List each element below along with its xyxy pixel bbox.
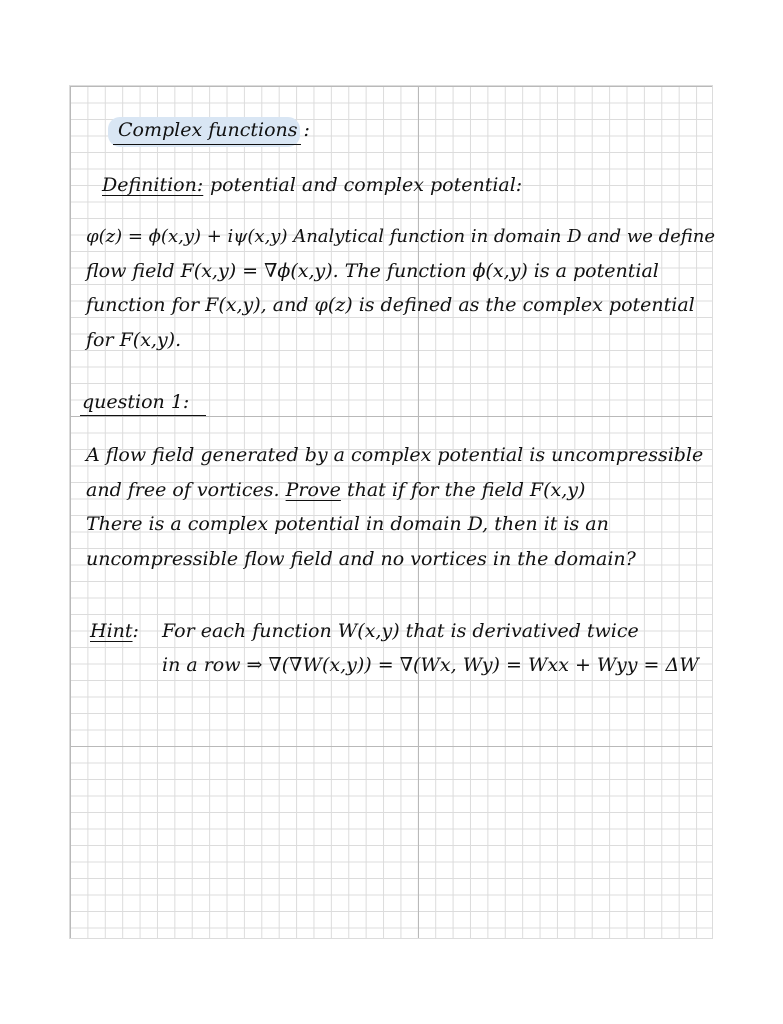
question-label: question 1: — [82, 391, 190, 413]
definition-line-4: for F(x,y). — [86, 329, 182, 351]
title-underline — [113, 144, 301, 145]
hint-colon: : — [132, 620, 139, 642]
graph-paper-sheet — [70, 86, 712, 938]
question-line-4: uncompressible flow field and no vortices in the domain? — [86, 548, 636, 570]
prove-word: Prove — [285, 479, 341, 501]
question-underline — [80, 415, 206, 416]
question-line-1: A flow field generated by a complex potential is uncompressible — [86, 444, 704, 466]
definition-label — [102, 176, 203, 195]
question-line-2 — [86, 481, 585, 500]
hint-label — [90, 622, 139, 641]
hint-line-2: in a row ⇒ ∇(∇W(x,y)) = ∇(Wx, Wy) = Wxx + Wyy = ΔW — [162, 654, 699, 676]
question-line-2-pre: and free of vortices. — [86, 479, 280, 501]
hint-line-1: For each function W(x,y) that is derivatived twice — [162, 620, 639, 642]
question-line-3: There is a complex potential in domain D, then it is an — [86, 513, 609, 535]
definition-line-2: flow field F(x,y) = ∇ϕ(x,y). The function ϕ(x,y) is a potential — [86, 260, 659, 282]
definition-line-3: function for F(x,y), and φ(z) is defined as the complex potential — [86, 294, 695, 316]
definition-heading: potential and complex potential: — [210, 174, 523, 196]
hint-label-text: Hint — [90, 620, 133, 642]
definition-label-text: Definition: — [102, 174, 204, 196]
page-title: Complex functions : — [118, 119, 310, 141]
question-line-2-post: that if for the field F(x,y) — [346, 479, 586, 501]
definition-line-1: φ(z) = ϕ(x,y) + iψ(x,y) Analytical function in domain D and we define — [86, 226, 716, 247]
